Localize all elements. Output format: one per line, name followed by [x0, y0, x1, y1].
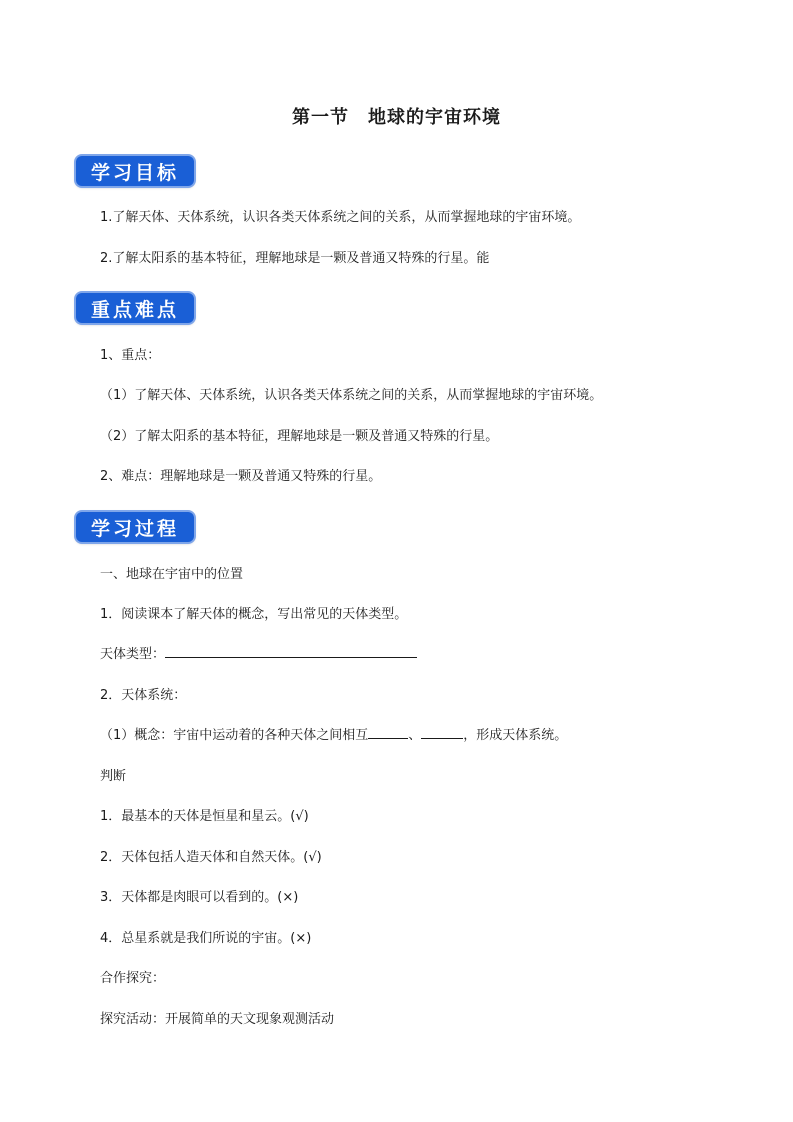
focus-item-2: （2）了解太阳系的基本特征，理解地球是一颗及普通又特殊的行星。 — [100, 429, 499, 444]
focus-label: 1、重点： — [100, 348, 161, 363]
celestial-types-label: 天体类型： — [100, 647, 166, 662]
concept-suffix: ，形成天体系统。 — [463, 728, 568, 743]
question-1: 1．阅读课本了解天体的概念，写出常见的天体类型。 — [100, 607, 408, 622]
key-points-badge: 重点难点 — [76, 293, 194, 323]
difficulty-line: 2、难点：理解地球是一颗及普通又特殊的行星。 — [100, 469, 382, 484]
process-badge: 学习过程 — [76, 512, 194, 542]
judgment-item-1: 1．最基本的天体是恒星和星云。(√) — [100, 809, 309, 824]
section-heading: 一、地球在宇宙中的位置 — [100, 567, 244, 582]
judge-label: 判断 — [100, 769, 127, 784]
celestial-types-row — [100, 643, 417, 662]
concept-blank-2[interactable] — [421, 725, 463, 739]
cooperation-label: 合作探究： — [100, 971, 166, 986]
concept-row — [100, 724, 567, 743]
judgment-item-2: 2．天体包括人造天体和自然天体。(√) — [100, 850, 322, 865]
concept-prefix: （1）概念：宇宙中运动着的各种天体之间相互 — [100, 728, 369, 743]
judgment-item-4: 4．总星系就是我们所说的宇宙。(×) — [100, 931, 312, 946]
judgment-item-3: 3．天体都是肉眼可以看到的。(×) — [100, 890, 299, 905]
concept-separator: 、 — [408, 728, 422, 743]
concept-blank-1[interactable] — [368, 725, 408, 739]
objective-item-2: 2.了解太阳系的基本特征，理解地球是一颗及普通又特殊的行星。能 — [100, 251, 490, 266]
activity-line: 探究活动：开展简单的天文现象观测活动 — [100, 1012, 335, 1027]
celestial-types-blank[interactable] — [165, 644, 417, 658]
objective-item-1: 1.了解天体、天体系统，认识各类天体系统之间的关系，从而掌握地球的宇宙环境。 — [100, 210, 581, 225]
page-title: 第一节 地球的宇宙环境 — [292, 107, 501, 128]
question-2: 2．天体系统： — [100, 688, 187, 703]
focus-item-1: （1）了解天体、天体系统，认识各类天体系统之间的关系，从而掌握地球的宇宙环境。 — [100, 388, 603, 403]
objectives-badge: 学习目标 — [76, 156, 194, 186]
